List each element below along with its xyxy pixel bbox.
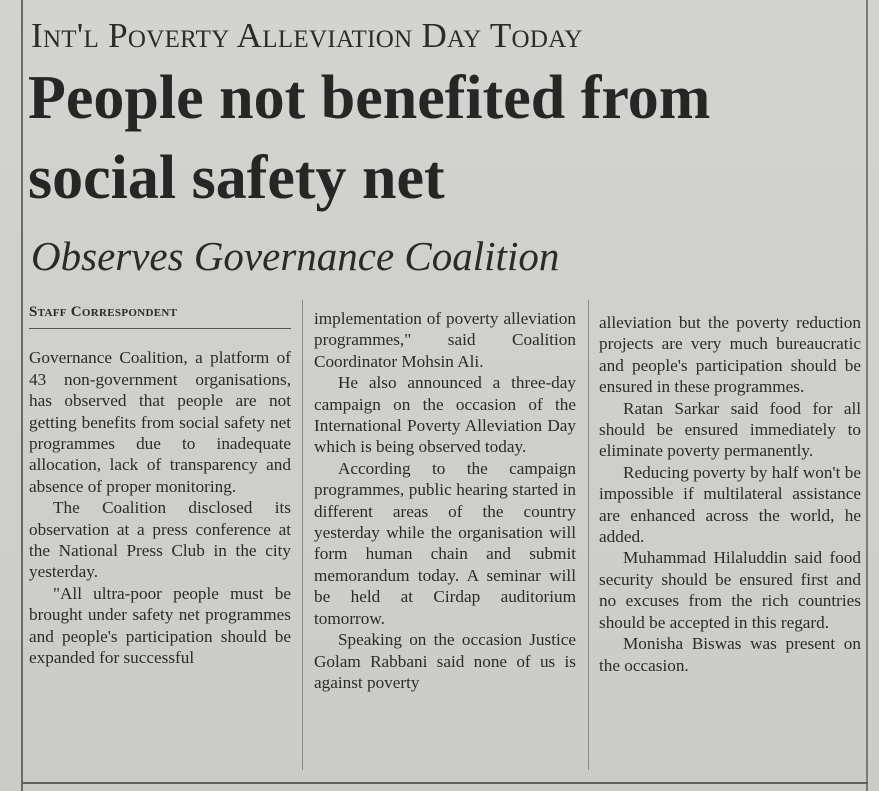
paragraph: Reducing poverty by half won't be impossible if multilateral assistance are enhanced across the world, he added. (599, 462, 861, 547)
subheadline: Observes Governance Coalition (31, 233, 560, 279)
article-column-3 (599, 312, 861, 676)
paragraph: The Coalition disclosed its observation at a press conference at the National Press Club in the city yesterday. (29, 498, 291, 582)
paragraph: "All ultra-poor people must be brought under safety net programmes and people's participation should be expanded for successful (29, 583, 291, 668)
column-divider (588, 300, 589, 770)
paragraph: According to the campaign programmes, public hearing started in different areas of the country yesterday while the organisation will form human chain and submit memorandum today. A seminar will be held at Cirdap auditorium tomorrow. (314, 458, 576, 628)
article-column-1 (29, 302, 291, 669)
paragraph: Governance Coalition, a platform of 43 non-government organisations, has observed that people are not getting benefits from social safety net programmes due to inadequate allocation, lack of transparency and absence of proper monitoring. (29, 348, 291, 496)
article-column-2 (314, 308, 576, 693)
kicker: Int'l Poverty Alleviation Day Today (31, 16, 583, 55)
column-divider (302, 300, 303, 770)
paragraph: Speaking on the occasion Justice Golam Rabbani said none of us is against poverty (314, 630, 576, 692)
paragraph: Ratan Sarkar said food for all should be ensured immediately to eliminate poverty permanently. (599, 398, 861, 461)
paragraph: He also announced a three-day campaign on the occasion of the International Poverty Alleviation Day which is being observed today. (314, 373, 576, 457)
left-border-rule (21, 0, 23, 791)
byline: Staff Correspondent (29, 302, 291, 329)
headline: People not benefited from social safety net (28, 64, 711, 212)
paragraph: implementation of poverty alleviation programmes," said Coalition Coordinator Mohsin Ali. (314, 309, 576, 371)
paragraph: Monisha Biswas was present on the occasion. (599, 634, 861, 675)
paragraph: alleviation but the poverty reduction projects are very much bureaucratic and people's participation should be ensured in these programmes. (599, 313, 861, 397)
bottom-border-rule (22, 782, 868, 784)
paragraph: Muhammad Hilaluddin said food security should be ensured first and no excuses from the rich countries should be accepted in this regard. (599, 548, 861, 632)
